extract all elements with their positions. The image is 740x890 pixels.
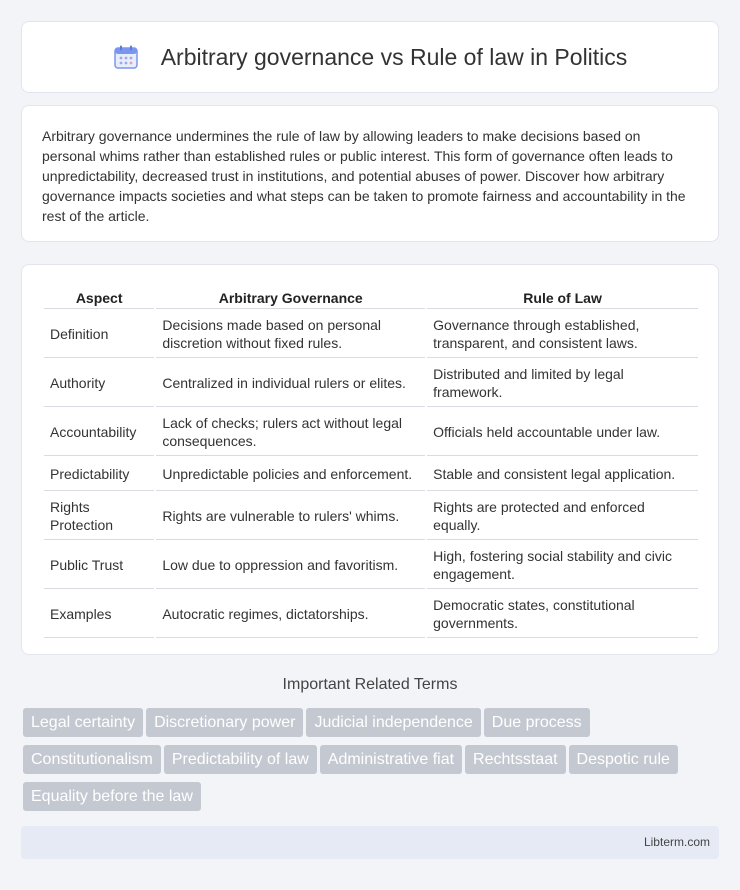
aspect-cell: Authority [44, 360, 154, 407]
table-row [44, 360, 698, 407]
table-row [44, 311, 698, 358]
aspect-cell: Accountability [44, 409, 154, 456]
arbitrary-cell: Low due to oppression and favoritism. [156, 542, 425, 589]
rule-of-law-cell: Democratic states, constitutional governments. [427, 591, 698, 638]
table-row [44, 409, 698, 456]
related-terms-list [23, 708, 723, 819]
rule-of-law-cell: Stable and consistent legal application. [427, 458, 698, 491]
comparison-card [21, 264, 719, 655]
arbitrary-cell: Rights are vulnerable to rulers' whims. [156, 493, 425, 540]
header-card [21, 21, 719, 93]
table-row [44, 591, 698, 638]
aspect-cell: Definition [44, 311, 154, 358]
related-term-tag[interactable]: Despotic rule [569, 745, 678, 774]
related-term-tag[interactable]: Legal certainty [23, 708, 143, 737]
aspect-cell: Rights Protection [44, 493, 154, 540]
arbitrary-cell: Centralized in individual rulers or elites. [156, 360, 425, 407]
related-term-tag[interactable]: Discretionary power [146, 708, 303, 737]
rule-of-law-cell: Officials held accountable under law. [427, 409, 698, 456]
related-term-tag[interactable]: Administrative fiat [320, 745, 462, 774]
related-term-tag[interactable]: Predictability of law [164, 745, 317, 774]
table-row [44, 493, 698, 540]
arbitrary-cell: Lack of checks; rulers act without legal consequences. [156, 409, 425, 456]
related-term-tag[interactable]: Judicial independence [306, 708, 480, 737]
arbitrary-cell: Unpredictable policies and enforcement. [156, 458, 425, 491]
related-term-tag[interactable]: Due process [484, 708, 590, 737]
aspect-cell: Examples [44, 591, 154, 638]
intro-text: Arbitrary governance undermines the rule of law by allowing leaders to make decisions based on personal whims rather than established rules or public interest. This form of governance often leads to unpredictability, decreased trust in institutions, and potential abuses of power. Discover how arbitrary governance impacts societies and what steps can be taken to promote fairness and accountability in the rest of the article. [42, 128, 686, 224]
rule-of-law-cell: High, fostering social stability and civic engagement. [427, 542, 698, 589]
related-term-tag[interactable]: Rechtsstaat [465, 745, 565, 774]
arbitrary-cell: Decisions made based on personal discretion without fixed rules. [156, 311, 425, 358]
aspect-cell: Predictability [44, 458, 154, 491]
rule-of-law-cell: Rights are protected and enforced equally. [427, 493, 698, 540]
table-row [44, 458, 698, 491]
comparison-table [42, 285, 700, 640]
footer [21, 826, 719, 859]
arbitrary-cell: Autocratic regimes, dictatorships. [156, 591, 425, 638]
aspect-cell: Public Trust [44, 542, 154, 589]
related-terms-title: Important Related Terms [282, 676, 458, 693]
header-rule-of-law: Rule of Law [427, 287, 698, 309]
rule-of-law-cell: Governance through established, transparent, and consistent laws. [427, 311, 698, 358]
header-aspect: Aspect [44, 287, 154, 309]
table-header-row [44, 287, 698, 309]
footer-site-link[interactable]: Libterm.com [643, 835, 710, 849]
calendar-icon [113, 44, 139, 70]
table-row [44, 542, 698, 589]
rule-of-law-cell: Distributed and limited by legal framework. [427, 360, 698, 407]
intro-card [21, 105, 719, 242]
related-term-tag[interactable]: Equality before the law [23, 782, 201, 811]
header-arbitrary-governance: Arbitrary Governance [156, 287, 425, 309]
related-term-tag[interactable]: Constitutionalism [23, 745, 161, 774]
page-title: Arbitrary governance vs Rule of law in Politics [160, 43, 628, 70]
